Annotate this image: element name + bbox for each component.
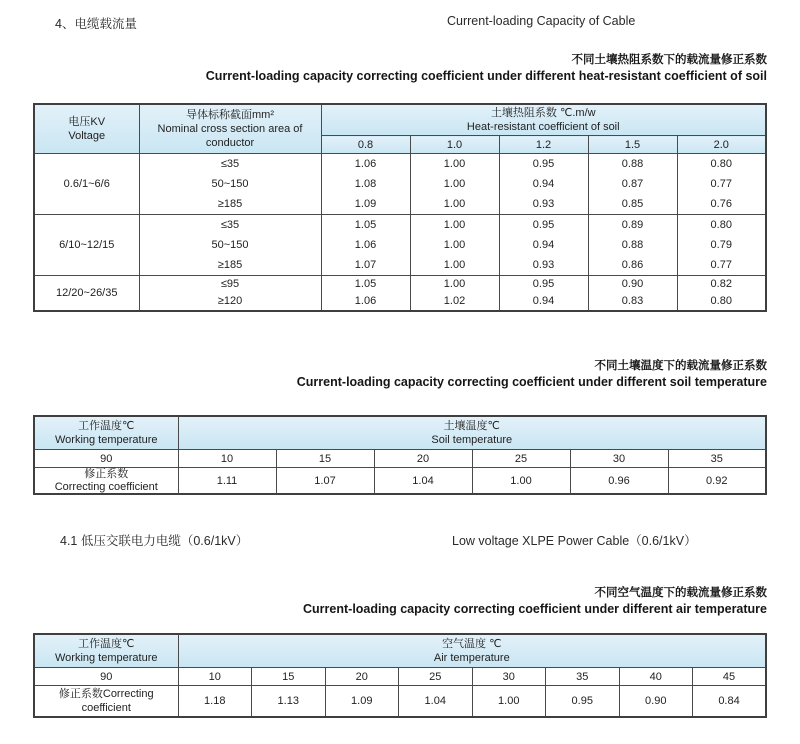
coefficient-value: 0.83 bbox=[621, 295, 644, 307]
cross-section-value: ≤35 bbox=[220, 219, 240, 231]
coefficient-value: 1.07 bbox=[354, 259, 377, 271]
cross-section-header-en1: Nominal cross section area of bbox=[157, 123, 303, 135]
coefficient-cell bbox=[499, 276, 588, 312]
working-temp-header-en: Working temperature bbox=[54, 434, 158, 446]
correcting-coefficient-value: 0.92 bbox=[668, 468, 766, 495]
air-temp-value: 40 bbox=[619, 668, 693, 686]
coefficient-value: 1.05 bbox=[354, 278, 377, 290]
cross-section-value: 50~150 bbox=[211, 239, 249, 251]
cross-section-value: ≥185 bbox=[217, 198, 243, 210]
cross-section-value: ≤95 bbox=[220, 278, 240, 290]
correcting-coefficient-value: 1.09 bbox=[325, 686, 399, 718]
soil-temp-value: 35 bbox=[668, 450, 766, 468]
cross-section-header-zh: 导体标称截面mm² bbox=[186, 109, 274, 121]
coefficient-cell bbox=[499, 154, 588, 215]
soil-resistance-table bbox=[33, 103, 767, 312]
coefficient-cell bbox=[499, 215, 588, 276]
coefficient-value: 1.08 bbox=[354, 178, 377, 190]
soil-temp-value: 30 bbox=[570, 450, 668, 468]
correcting-coefficient-value: 1.13 bbox=[252, 686, 326, 718]
voltage-cell: 12/20~26/35 bbox=[34, 276, 139, 312]
soil-coefficient-header-zh: 土壤热阻系数 ℃.m/w bbox=[490, 107, 596, 119]
coefficient-value: 0.77 bbox=[710, 178, 732, 190]
table-row bbox=[34, 154, 766, 215]
heading-en: Current-loading capacity correcting coefficient under different air temperature bbox=[303, 602, 767, 616]
coefficient-value: 0.88 bbox=[621, 158, 644, 170]
correcting-coefficient-value: 1.00 bbox=[472, 686, 546, 718]
coefficient-cell bbox=[588, 215, 677, 276]
coefficient-value: 0.82 bbox=[710, 278, 732, 290]
coefficient-col-2.0: 2.0 bbox=[677, 136, 766, 154]
coefficient-cell bbox=[677, 154, 766, 215]
correcting-coefficient-value: 1.00 bbox=[472, 468, 570, 495]
soil-temp-value: 10 bbox=[178, 450, 276, 468]
coefficient-value: 0.76 bbox=[710, 198, 732, 210]
coefficient-value: 1.00 bbox=[443, 158, 466, 170]
table-header-row bbox=[34, 634, 766, 668]
air-temp-value: 30 bbox=[472, 668, 546, 686]
table-row bbox=[34, 215, 766, 276]
correcting-coefficient-value: 1.04 bbox=[399, 686, 473, 718]
coefficient-cell bbox=[677, 215, 766, 276]
coefficient-cell bbox=[588, 276, 677, 312]
soil-coefficient-group-header bbox=[321, 104, 766, 136]
table-header-row bbox=[34, 416, 766, 450]
table-row bbox=[34, 468, 766, 495]
coefficient-value: 0.94 bbox=[532, 295, 555, 307]
coefficient-value: 1.00 bbox=[443, 259, 466, 271]
cross-section-value: 50~150 bbox=[211, 178, 249, 190]
coefficient-value: 0.95 bbox=[532, 158, 555, 170]
coefficient-value: 0.90 bbox=[621, 278, 644, 290]
coefficient-value: 0.93 bbox=[532, 198, 555, 210]
table-row bbox=[34, 450, 766, 468]
page-title-en: Current-loading Capacity of Cable bbox=[447, 14, 636, 28]
cross-section-value: ≥120 bbox=[217, 295, 243, 307]
correcting-coefficient-label-en: Correcting coefficient bbox=[54, 480, 158, 493]
coefficient-cell bbox=[677, 276, 766, 312]
working-temp-header bbox=[34, 634, 178, 668]
soil-temp-value: 15 bbox=[276, 450, 374, 468]
air-temp-header-en: Air temperature bbox=[433, 652, 510, 664]
heading-en: Current-loading capacity correcting coefficient under different heat-resistant coefficient of soil bbox=[205, 69, 767, 83]
coefficient-value: 1.00 bbox=[443, 198, 466, 210]
coefficient-value: 0.93 bbox=[532, 259, 555, 271]
heading-en: Current-loading capacity correcting coefficient under different soil temperature bbox=[296, 375, 767, 389]
air-temperature-heading bbox=[33, 585, 767, 618]
coefficient-value: 0.77 bbox=[710, 259, 732, 271]
air-temperature-table bbox=[33, 633, 767, 718]
cross-section-column-header bbox=[139, 104, 321, 154]
correcting-coefficient-label bbox=[34, 468, 178, 495]
cross-section-value: ≥185 bbox=[217, 259, 243, 271]
coefficient-value: 1.05 bbox=[354, 219, 377, 231]
correcting-coefficient-value: 0.96 bbox=[570, 468, 668, 495]
cross-section-value: ≤35 bbox=[220, 158, 240, 170]
coefficient-value: 0.88 bbox=[621, 239, 644, 251]
air-temp-value: 45 bbox=[693, 668, 767, 686]
table-row bbox=[34, 668, 766, 686]
coefficient-value: 1.00 bbox=[443, 219, 466, 231]
coefficient-cell bbox=[588, 154, 677, 215]
coefficient-value: 0.80 bbox=[710, 158, 732, 170]
air-temp-value: 35 bbox=[546, 668, 620, 686]
voltage-cell: 0.6/1~6/6 bbox=[34, 154, 139, 215]
voltage-cell: 6/10~12/15 bbox=[34, 215, 139, 276]
table-header-row bbox=[34, 104, 766, 136]
heading-zh: 不同土壤温度下的载流量修正系数 bbox=[594, 360, 767, 372]
coefficient-value: 1.00 bbox=[443, 278, 466, 290]
heading-zh: 不同空气温度下的载流量修正系数 bbox=[594, 587, 767, 599]
soil-temp-group-header bbox=[178, 416, 766, 450]
correcting-coefficient-value: 0.84 bbox=[693, 686, 767, 718]
correcting-coefficient-value: 1.11 bbox=[178, 468, 276, 495]
cross-section-cell bbox=[139, 276, 321, 312]
section-4-1-title-en: Low voltage XLPE Power Cable（0.6/1kV） bbox=[452, 534, 697, 548]
heading-zh: 不同土壤热阻系数下的载流量修正系数 bbox=[571, 54, 767, 66]
coefficient-value: 0.95 bbox=[532, 278, 555, 290]
table-row bbox=[34, 276, 766, 312]
correcting-coefficient-value: 0.95 bbox=[546, 686, 620, 718]
working-temp-value: 90 bbox=[34, 668, 178, 686]
coefficient-cell bbox=[410, 154, 499, 215]
coefficient-col-0.8: 0.8 bbox=[321, 136, 410, 154]
correcting-coefficient-label-zh: 修正系数 bbox=[84, 468, 129, 480]
air-temp-header-zh: 空气温度 ℃ bbox=[442, 638, 502, 650]
correcting-coefficient-label bbox=[34, 686, 178, 718]
correcting-coefficient-value: 1.07 bbox=[276, 468, 374, 495]
coefficient-value: 0.80 bbox=[710, 295, 732, 307]
coefficient-cell bbox=[321, 215, 410, 276]
soil-resistance-heading bbox=[33, 52, 767, 85]
coefficient-value: 0.87 bbox=[621, 178, 644, 190]
correcting-coefficient-value: 1.04 bbox=[374, 468, 472, 495]
working-temp-header-zh: 工作温度℃ bbox=[78, 420, 135, 432]
coefficient-cell bbox=[410, 276, 499, 312]
soil-temperature-table bbox=[33, 415, 767, 495]
voltage-header-zh: 电压KV bbox=[68, 116, 106, 128]
soil-coefficient-header-en: Heat-resistant coefficient of soil bbox=[466, 121, 620, 133]
coefficient-value: 0.79 bbox=[710, 239, 732, 251]
cross-section-cell bbox=[139, 215, 321, 276]
coefficient-value: 0.94 bbox=[532, 239, 555, 251]
coefficient-value: 1.06 bbox=[354, 239, 377, 251]
soil-temp-header-zh: 土壤温度℃ bbox=[443, 420, 500, 432]
air-temp-value: 15 bbox=[252, 668, 326, 686]
coefficient-value: 1.00 bbox=[443, 239, 466, 251]
working-temp-value: 90 bbox=[34, 450, 178, 468]
air-temp-value: 20 bbox=[325, 668, 399, 686]
coefficient-cell bbox=[321, 276, 410, 312]
coefficient-value: 0.95 bbox=[532, 219, 555, 231]
coefficient-value: 0.94 bbox=[532, 178, 555, 190]
cross-section-cell bbox=[139, 154, 321, 215]
coefficient-value: 1.09 bbox=[354, 198, 377, 210]
coefficient-value: 0.89 bbox=[621, 219, 644, 231]
coefficient-value: 1.00 bbox=[443, 178, 466, 190]
coefficient-value: 1.02 bbox=[443, 295, 466, 307]
coefficient-cell bbox=[321, 154, 410, 215]
coefficient-col-1.0: 1.0 bbox=[410, 136, 499, 154]
soil-temperature-heading bbox=[33, 358, 767, 391]
air-temp-value: 25 bbox=[399, 668, 473, 686]
coefficient-col-1.2: 1.2 bbox=[499, 136, 588, 154]
coefficient-value: 1.06 bbox=[354, 295, 377, 307]
coefficient-value: 1.06 bbox=[354, 158, 377, 170]
coefficient-value: 0.80 bbox=[710, 219, 732, 231]
coefficient-value: 0.86 bbox=[621, 259, 644, 271]
working-temp-header-zh: 工作温度℃ bbox=[78, 638, 135, 650]
soil-temp-value: 25 bbox=[472, 450, 570, 468]
section-4-1-title-zh: 4.1 低压交联电力电缆（0.6/1kV） bbox=[60, 534, 249, 548]
air-temp-value: 10 bbox=[178, 668, 252, 686]
correcting-coefficient-value: 0.90 bbox=[619, 686, 693, 718]
table-row bbox=[34, 686, 766, 718]
soil-temp-header-en: Soil temperature bbox=[431, 434, 513, 446]
voltage-header-en: Voltage bbox=[68, 130, 106, 142]
correcting-coefficient-label-text: 修正系数Correcting coefficient bbox=[58, 688, 154, 714]
coefficient-col-1.5: 1.5 bbox=[588, 136, 677, 154]
coefficient-value: 0.85 bbox=[621, 198, 644, 210]
working-temp-header bbox=[34, 416, 178, 450]
coefficient-cell bbox=[410, 215, 499, 276]
page-title-zh: 4、电缆载流量 bbox=[55, 17, 137, 31]
correcting-coefficient-value: 1.18 bbox=[178, 686, 252, 718]
voltage-column-header bbox=[34, 104, 139, 154]
cross-section-header-en2: conductor bbox=[205, 137, 255, 149]
air-temp-group-header bbox=[178, 634, 766, 668]
soil-temp-value: 20 bbox=[374, 450, 472, 468]
working-temp-header-en: Working temperature bbox=[54, 652, 158, 664]
